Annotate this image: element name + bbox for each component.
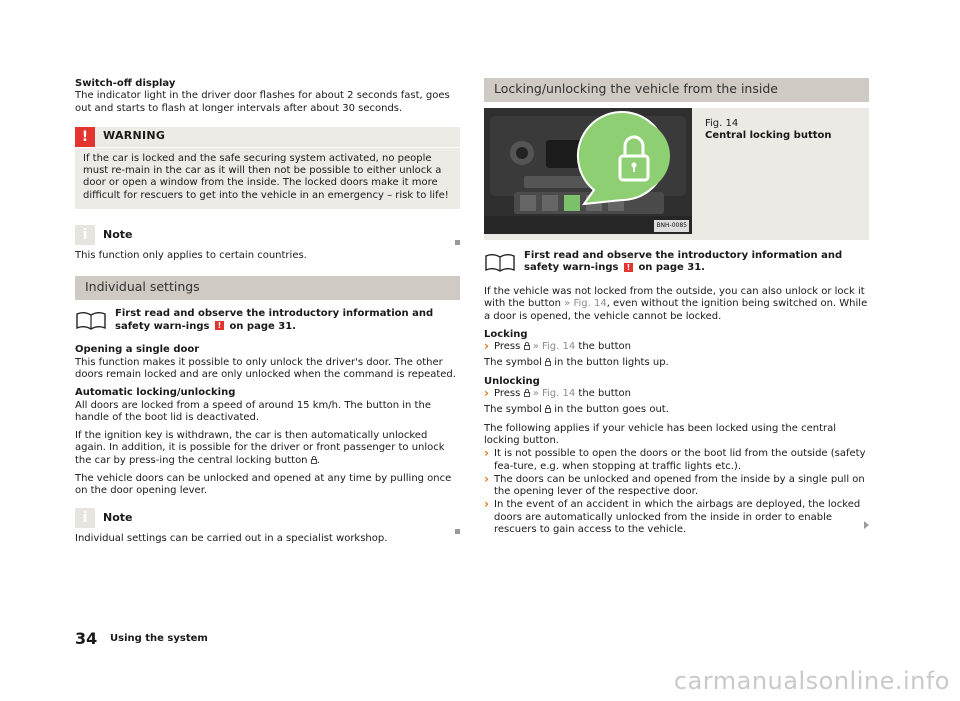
list-item: › The doors can be unlocked and opened from the inside by a single pull on the opening lever of the respective door.	[484, 474, 869, 499]
lock-icon	[524, 389, 530, 397]
warning-ref-icon: !	[215, 321, 224, 330]
section-locking-unlocking	[484, 78, 869, 102]
note-body: This function only applies to certain countries.	[75, 250, 307, 262]
warning-title: WARNING	[103, 128, 166, 142]
locking-step	[484, 341, 869, 353]
page-number: 34	[75, 629, 98, 648]
read-first-text: First read and observe the introductory information and safety warn-ings	[524, 250, 843, 274]
intro-text-b: , even without the ignition being switched on. While a door is opened, the vehicle cannot be locked.	[484, 298, 868, 322]
lock-icon	[524, 342, 530, 350]
book-icon	[75, 310, 107, 330]
figure-label: Fig. 14	[705, 118, 739, 129]
locking-title: Locking	[484, 328, 528, 340]
note-header	[75, 225, 460, 247]
left-column	[75, 78, 460, 551]
section-title: Locking/unlocking the vehicle from the inside	[494, 81, 778, 96]
switchoff-title: Switch-off display	[75, 78, 176, 89]
symbol-word: The symbol	[484, 404, 542, 416]
footer-section: Using the system	[110, 633, 208, 644]
ignition-paragraph: If the ignition key is withdrawn, the car is then automatically unlocked again. In addition, it is possible for the driver or front passenger to unlock the car by press-ing the central locking button .	[75, 430, 445, 466]
continue-triangle-icon	[864, 521, 869, 529]
read-first-text: First read and observe the introductory information and safety warn-ings	[115, 308, 434, 332]
list-item: › In the event of an accident in which the airbags are deployed, the locked doors are automatically unlocked from the inside in order to enable rescuers to gain access to the vehicle.	[484, 499, 869, 536]
lock-icon	[545, 405, 551, 413]
figure-14	[484, 108, 869, 240]
right-column	[484, 78, 869, 537]
dashboard-illustration	[484, 108, 692, 234]
warning-header	[75, 127, 460, 148]
opening-title: Opening a single door	[75, 344, 200, 356]
press-word: Press	[494, 388, 521, 400]
warning-ref-icon: !	[624, 263, 633, 272]
ignition-body: If the ignition key is withdrawn, the car is then automatically unlocked again. In addition, it is possible for the driver or front passenger to unlock the car by press-ing the central locking button	[75, 430, 445, 466]
note-body: Individual settings can be carried out in a specialist workshop.	[75, 532, 388, 544]
section-title: Individual settings	[85, 279, 200, 295]
note-title: Note	[103, 228, 133, 242]
goes-out-paragraph	[484, 404, 869, 416]
end-square-icon	[455, 529, 460, 534]
intro-text-a: If the vehicle was not locked from the outside, you can also unlock or lock it with the button	[484, 286, 865, 310]
note-title: Note	[103, 510, 133, 524]
section-individual-settings	[75, 276, 460, 300]
list-item: › It is not possible to open the doors or the boot lid from the outside (safety fea-ture, e.g. when stopping at traffic lights etc.).	[484, 448, 869, 473]
the-button-text: the button	[578, 341, 631, 353]
read-first-link[interactable]: on page 31.	[638, 262, 705, 274]
switchoff-body: The indicator light in the driver door flashes for about 2 seconds fast, goes out and starts to flash at longer intervals after about 30 seconds.	[75, 90, 450, 114]
note-header-2	[75, 508, 460, 530]
unlocking-step	[484, 388, 869, 400]
book-icon	[484, 252, 516, 272]
figure-code: BNH-0085	[654, 220, 689, 232]
read-first-notice	[484, 250, 869, 278]
warning-body: If the car is locked and the safe securing system activated, no people must re-main in the car as it will then not be possible to either unlock a door or open a window from the inside. The locked doors make it more difficult for rescuers to get into the vehicle in an emergency – risk to life!	[83, 152, 449, 201]
auto-title: Automatic locking/unlocking	[75, 387, 236, 399]
read-first-notice	[75, 308, 460, 336]
opening-body: This function makes it possible to only unlock the driver's door. The other doors remain locked and are only unlocked when the command is repeated.	[75, 356, 456, 380]
lock-icon	[545, 358, 551, 366]
note-icon: i	[75, 225, 95, 245]
intro-paragraph	[484, 286, 869, 323]
goes-out-text: in the button goes out.	[554, 404, 669, 416]
figure-caption	[705, 118, 832, 143]
unlocking-title: Unlocking	[484, 375, 540, 387]
watermark: carmanualsonline.info	[673, 667, 950, 695]
read-first-link[interactable]: on page 31.	[229, 320, 296, 332]
fig-14-link[interactable]: » Fig. 14	[532, 341, 576, 353]
following-paragraph: The following applies if your vehicle has been locked using the central locking button.	[484, 422, 837, 446]
dashboard-photo	[484, 108, 692, 234]
fig-14-link[interactable]: » Fig. 14	[532, 388, 576, 400]
press-word: Press	[494, 341, 521, 353]
auto-body: All doors are locked from a speed of around 15 km/h. The button in the handle of the boot lid is deactivated.	[75, 399, 431, 423]
fig-14-link[interactable]: » Fig. 14	[564, 298, 607, 310]
figure-caption-text: Central locking button	[705, 130, 832, 142]
warning-box	[75, 127, 460, 209]
doors-body: The vehicle doors can be unlocked and opened at any time by pulling once on the door opening lever.	[75, 473, 452, 497]
warning-icon: !	[75, 127, 95, 147]
end-square-icon	[455, 240, 460, 245]
symbol-word: The symbol	[484, 357, 542, 369]
the-button-text: the button	[578, 388, 631, 400]
lights-up-paragraph	[484, 357, 869, 369]
lights-up-text: in the button lights up.	[554, 357, 669, 369]
lock-icon	[311, 456, 317, 464]
note-icon: i	[75, 508, 95, 528]
